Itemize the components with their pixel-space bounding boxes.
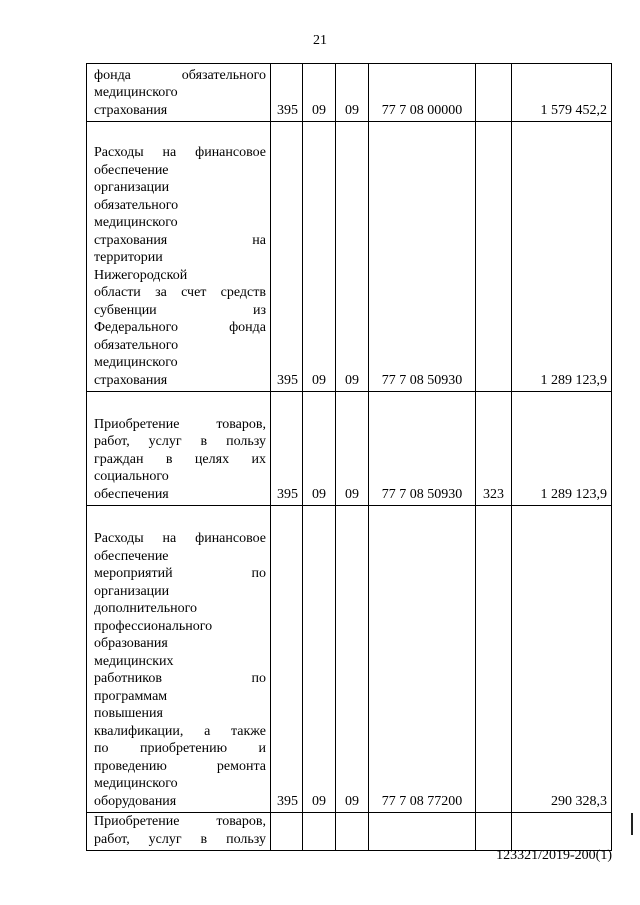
table-row: [87, 64, 612, 122]
section-code: 09: [303, 64, 336, 122]
item-name: [87, 506, 271, 813]
item-name-line: Расходы на финансовое: [94, 145, 266, 160]
table-row: [87, 122, 612, 392]
item-name-line: социального: [94, 469, 169, 484]
document-code: 123321/2019-200(1): [496, 848, 612, 863]
item-name-line: Приобретение товаров,: [94, 416, 266, 432]
item-name-line: медицинского: [94, 85, 178, 100]
item-name-line: профессионального: [94, 618, 213, 634]
item-name-line: оборудования: [94, 793, 177, 809]
subsection-code: 09: [336, 392, 369, 506]
item-name: [87, 122, 271, 392]
item-name-line: субвенции из: [94, 302, 266, 318]
section-code: 09: [303, 122, 336, 392]
subsection-code: 09: [336, 122, 369, 392]
table-row: [87, 392, 612, 506]
budget-table: [86, 63, 612, 851]
expense-type: [476, 122, 512, 392]
admin-code: 395: [271, 392, 303, 506]
item-name-line: работ, услуг в пользу: [94, 434, 266, 449]
item-name-line: работников по: [94, 671, 266, 686]
amount: 1 289 123,9: [512, 392, 612, 506]
item-name-line: области за счет средств: [94, 285, 266, 300]
margin-mark: [631, 813, 633, 835]
table-row: [87, 506, 612, 813]
expense-type: [476, 506, 512, 813]
item-name-line: дополнительного: [94, 601, 197, 616]
table-row: [87, 813, 612, 851]
item-name-line: работ, услуг в пользу: [94, 831, 266, 847]
amount: 1 289 123,9: [512, 122, 612, 392]
target-article: 77 7 08 00000: [369, 64, 476, 122]
subsection-code: [336, 813, 369, 851]
item-name-line: медицинского: [94, 355, 178, 370]
item-name-line: обязательного: [94, 337, 179, 353]
amount: 1 579 452,2: [512, 64, 612, 122]
expense-type: 323: [476, 392, 512, 506]
item-name-line: квалификации, а также: [94, 723, 266, 739]
item-name-line: страхования: [94, 372, 168, 388]
item-name-line: программам: [94, 688, 168, 704]
admin-code: 395: [271, 506, 303, 813]
item-name-line: фонда обязательного: [94, 67, 266, 83]
item-name: [87, 64, 271, 122]
item-name-line: Приобретение товаров,: [94, 814, 266, 829]
item-name-line: обязательного: [94, 197, 179, 213]
target-article: 77 7 08 77200: [369, 506, 476, 813]
item-name-line: страхования: [94, 102, 168, 118]
item-name-line: организации: [94, 180, 170, 195]
item-name-line: Федерального фонда: [94, 320, 266, 335]
item-name-line: обеспечение: [94, 548, 169, 564]
item-name-line: территории: [94, 250, 163, 265]
target-article: [369, 813, 476, 851]
amount: 290 328,3: [512, 506, 612, 813]
admin-code: [271, 813, 303, 851]
section-code: [303, 813, 336, 851]
admin-code: 395: [271, 122, 303, 392]
item-name-line: Расходы на финансовое: [94, 531, 266, 546]
item-name-line: повышения: [94, 706, 163, 721]
expense-type: [476, 813, 512, 851]
amount: [512, 813, 612, 851]
target-article: 77 7 08 50930: [369, 122, 476, 392]
item-name-line: организации: [94, 583, 170, 599]
subsection-code: 09: [336, 64, 369, 122]
item-name-line: медицинских: [94, 653, 174, 669]
target-article: 77 7 08 50930: [369, 392, 476, 506]
item-name-line: по приобретению и: [94, 741, 266, 756]
item-name-line: обеспечения: [94, 486, 169, 502]
item-name-line: граждан в целях их: [94, 451, 266, 467]
item-name-line: мероприятий по: [94, 566, 266, 581]
item-name-line: страхования на: [94, 232, 266, 248]
item-name: [87, 392, 271, 506]
page-number: 21: [313, 33, 327, 48]
section-code: 09: [303, 506, 336, 813]
item-name-line: обеспечение: [94, 162, 169, 178]
item-name-line: медицинского: [94, 776, 178, 791]
expense-type: [476, 64, 512, 122]
item-name-line: образования: [94, 636, 168, 651]
admin-code: 395: [271, 64, 303, 122]
item-name-line: Нижегородской: [94, 267, 188, 283]
item-name: [87, 813, 271, 851]
item-name-line: проведению ремонта: [94, 758, 266, 774]
subsection-code: 09: [336, 506, 369, 813]
item-name-line: медицинского: [94, 215, 178, 230]
section-code: 09: [303, 392, 336, 506]
